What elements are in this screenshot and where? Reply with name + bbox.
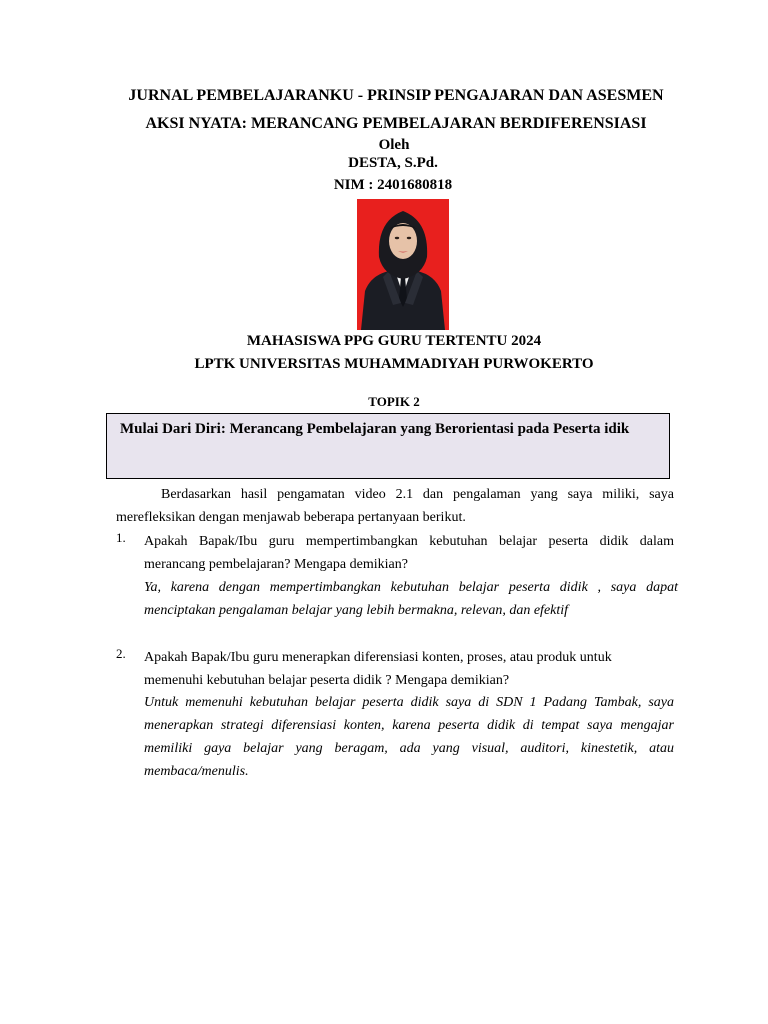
question-number-1: 1. — [116, 530, 126, 545]
topic-box — [106, 413, 670, 479]
intro-paragraph: Berdasarkan hasil pengamatan video 2.1 dan pengalaman yang saya miliki, saya merefleksikan dengan menjawab beberapa pertanyaan berikut. — [116, 487, 674, 525]
by-label: Oleh — [378, 137, 410, 153]
question-number-2: 2. — [116, 646, 126, 661]
student-id: NIM : 2401680818 — [333, 177, 453, 193]
question-1-text: Apakah Bapak/Ibu guru mempertimbangkan kebutuhan belajar peserta didik dalam merancang pembelajaran? Mengapa demikian? — [144, 534, 674, 572]
topic-box-title: Mulai Dari Diri: Merancang Pembelajaran yang Berorientasi pada Peserta idik — [120, 421, 630, 437]
question-2-text: Apakah Bapak/Ibu guru menerapkan diferensiasi konten, proses, atau produk untuk memenuhi kebutuhan belajar peserta didik ? Mengapa demikian? — [144, 650, 612, 688]
author-name: DESTA, S.Pd. — [348, 155, 438, 171]
answer-1-text: Ya, karena dengan mempertimbangkan kebutuhan belajar peserta didik , saya dapat menciptakan pengalaman belajar yang lebih bermakna, relevan, dan efektif — [144, 580, 678, 618]
journal-subtitle: AKSI NYATA: MERANCANG PEMBELAJARAN BERDIFERENSIASI — [145, 115, 647, 132]
topic-label: TOPIK 2 — [368, 394, 420, 409]
program-name: MAHASISWA PPG GURU TERTENTU 2024 — [246, 333, 542, 349]
portrait-photo — [357, 199, 449, 330]
answer-2-text: Untuk memenuhi kebutuhan belajar peserta didik saya di SDN 1 Padang Tambak, saya menerapkan strategi diferensiasi konten, karena peserta didik di tempat saya mengajar memiliki gaya belajar yang beragam, ada yang visual, auditori, kinestetik, atau membaca/menulis. — [144, 695, 674, 779]
journal-title: JURNAL PEMBELAJARANKU - PRINSIP PENGAJARAN DAN ASESMEN — [128, 87, 664, 104]
university-name: LPTK UNIVERSITAS MUHAMMADIYAH PURWOKERTO — [194, 356, 594, 372]
